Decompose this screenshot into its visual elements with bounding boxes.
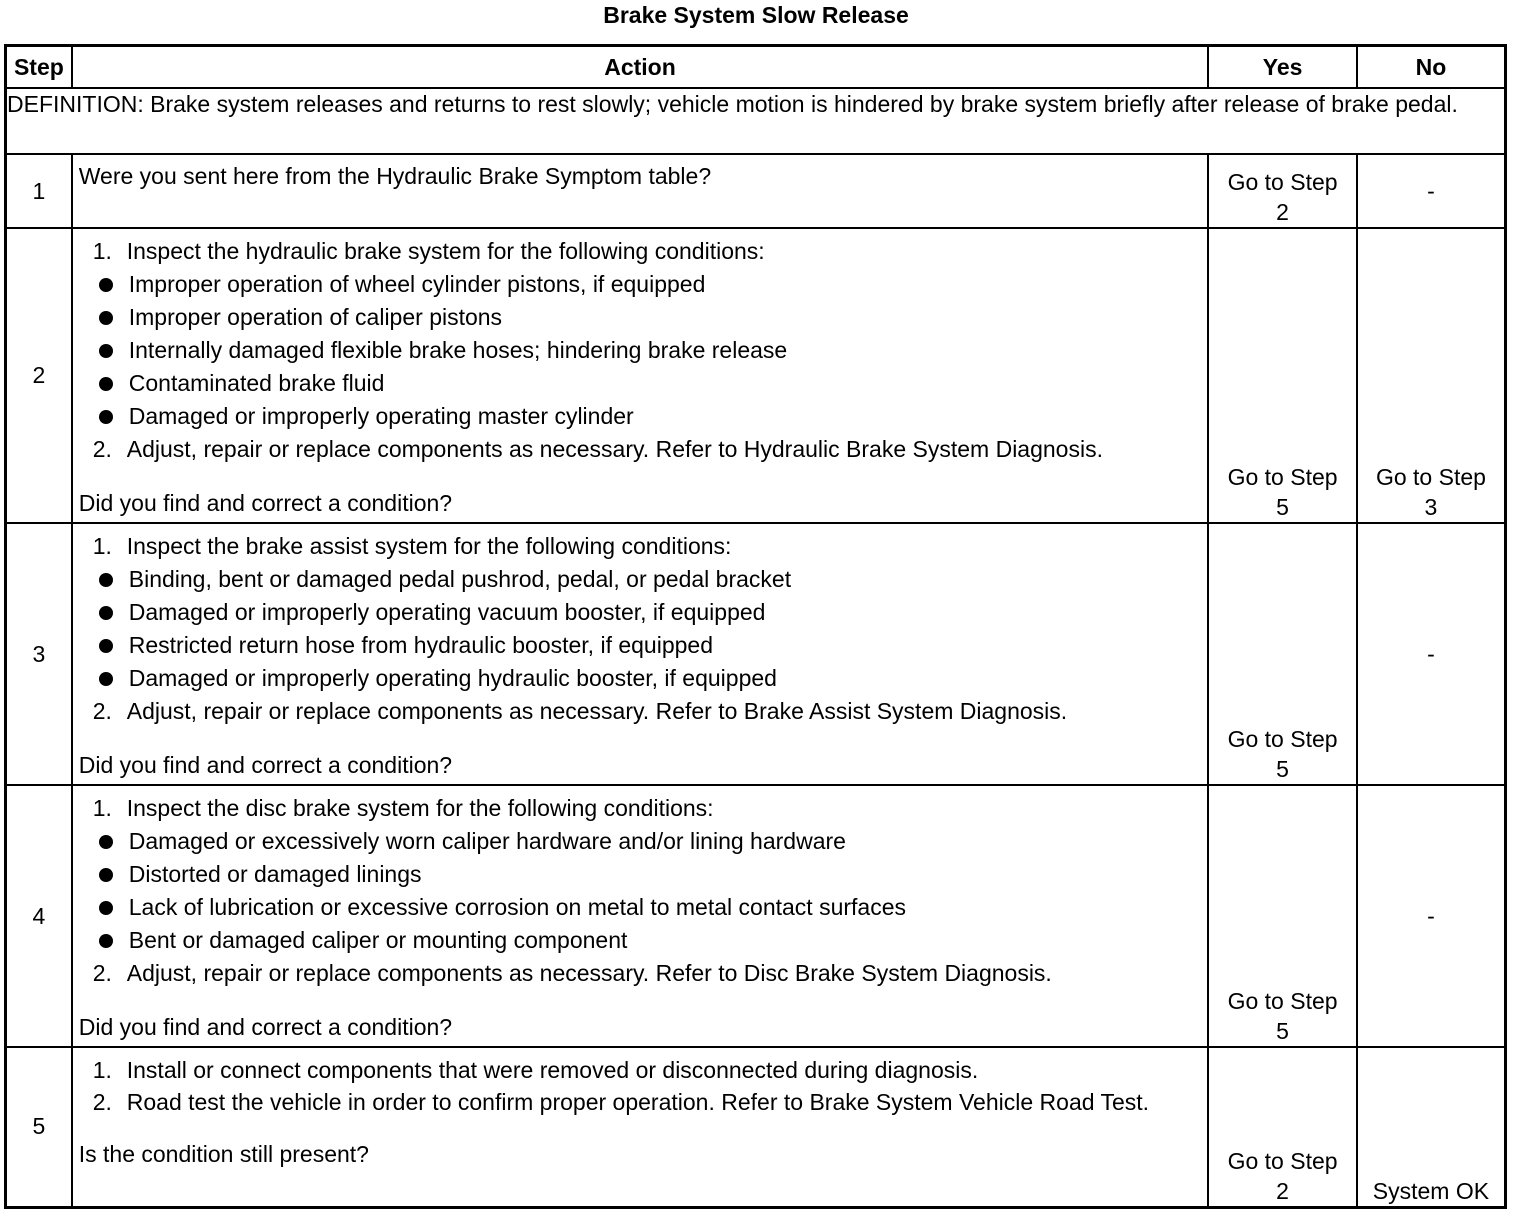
question-text: Did you find and correct a condition? <box>78 1014 453 1040</box>
procedure-list <box>79 235 1202 466</box>
step-number: 2 <box>6 228 72 523</box>
table-row <box>6 523 1506 785</box>
list-item <box>79 1087 1202 1117</box>
list-item-text: Inspect the disc brake system for the following conditions: <box>126 795 714 821</box>
bullet-icon <box>99 901 113 915</box>
yes-cell: Go to Step 5 <box>1208 228 1357 523</box>
condition-item <box>79 367 1202 400</box>
action-cell <box>72 523 1209 785</box>
action-cell <box>72 228 1209 523</box>
list-item-text: Install or connect components that were removed or disconnected during diagnosis. <box>126 1057 979 1083</box>
bullet-icon <box>99 344 113 358</box>
definition-text: DEFINITION: Brake system releases and returns to rest slowly; vehicle motion is hindered by brake system briefly after release of brake pedal. <box>6 88 1506 154</box>
condition-text: Restricted return hose from hydraulic booster, if equipped <box>128 632 714 658</box>
no-cell: - <box>1357 154 1506 228</box>
list-item-text: Road test the vehicle in order to confirm proper operation. Refer to Brake System Vehicle Road Test. <box>126 1089 1150 1115</box>
condition-item <box>79 400 1202 433</box>
condition-item <box>79 858 1202 891</box>
bullet-icon <box>99 410 113 424</box>
step-number: 1 <box>6 154 72 228</box>
list-item-text: Adjust, repair or replace components as necessary. Refer to Brake Assist System Diagnosis. <box>126 698 1068 724</box>
step-number: 3 <box>6 523 72 785</box>
condition-text: Damaged or improperly operating hydraulic booster, if equipped <box>128 665 777 691</box>
question-text: Did you find and correct a condition? <box>78 490 453 516</box>
diagnostic-table <box>4 44 1507 1209</box>
page-title: Brake System Slow Release <box>603 2 909 28</box>
condition-text: Bent or damaged caliper or mounting component <box>128 927 628 953</box>
bullet-icon <box>99 934 113 948</box>
condition-text: Damaged or excessively worn caliper hardware and/or lining hardware <box>128 828 846 854</box>
condition-text: Distorted or damaged linings <box>128 861 422 887</box>
list-item-text: Inspect the hydraulic brake system for the following conditions: <box>126 238 765 264</box>
action-cell <box>72 154 1209 228</box>
list-number: 1. <box>92 533 112 559</box>
list-item <box>79 957 1202 990</box>
header-row <box>6 46 1506 89</box>
list-item <box>79 792 1202 957</box>
table-row <box>6 1047 1506 1207</box>
list-item-text: Adjust, repair or replace components as necessary. Refer to Disc Brake System Diagnosis. <box>126 960 1052 986</box>
condition-item <box>79 563 1202 596</box>
yes-cell: Go to Step 2 <box>1208 154 1357 228</box>
yes-cell: Go to Step 2 <box>1208 1047 1357 1207</box>
definition-row <box>6 88 1506 154</box>
procedure-list <box>79 530 1202 728</box>
bullet-icon <box>99 573 113 587</box>
list-number: 2. <box>92 698 112 724</box>
condition-item <box>79 924 1202 957</box>
list-item <box>79 433 1202 466</box>
action-cell <box>72 785 1209 1047</box>
header-step: Step <box>6 46 72 89</box>
condition-text: Contaminated brake fluid <box>128 370 385 396</box>
header-action: Action <box>72 46 1209 89</box>
condition-text: Internally damaged flexible brake hoses; hindering brake release <box>128 337 788 363</box>
list-number: 1. <box>92 238 112 264</box>
list-item <box>79 695 1202 728</box>
procedure-list <box>79 1054 1202 1117</box>
no-cell: Go to Step 3 <box>1357 228 1506 523</box>
list-item-text: Adjust, repair or replace components as necessary. Refer to Hydraulic Brake System Diagnosis. <box>126 436 1103 462</box>
no-cell: System OK <box>1357 1047 1506 1207</box>
condition-text: Improper operation of caliper pistons <box>128 304 503 330</box>
question-text: Is the condition still present? <box>78 1141 369 1167</box>
list-number: 2. <box>92 960 112 986</box>
yes-cell: Go to Step 5 <box>1208 523 1357 785</box>
bullet-icon <box>99 639 113 653</box>
list-item <box>79 530 1202 695</box>
condition-item <box>79 334 1202 367</box>
no-cell: - <box>1357 785 1506 1047</box>
bullet-icon <box>99 672 113 686</box>
condition-list <box>79 563 1202 695</box>
bullet-icon <box>99 311 113 325</box>
table-row <box>6 154 1506 228</box>
header-no: No <box>1357 46 1506 89</box>
table-row <box>6 785 1506 1047</box>
step-number: 5 <box>6 1047 72 1207</box>
condition-item <box>79 825 1202 858</box>
list-item <box>79 1054 1202 1087</box>
bullet-icon <box>99 606 113 620</box>
step-number: 4 <box>6 785 72 1047</box>
list-item-text: Inspect the brake assist system for the following conditions: <box>126 533 732 559</box>
condition-item <box>79 301 1202 334</box>
condition-list <box>79 825 1202 957</box>
list-number: 2. <box>92 1089 112 1115</box>
condition-item <box>79 596 1202 629</box>
list-item <box>79 235 1202 433</box>
condition-text: Binding, bent or damaged pedal pushrod, pedal, or pedal bracket <box>128 566 792 592</box>
condition-list <box>79 268 1202 433</box>
bullet-icon <box>99 868 113 882</box>
bullet-icon <box>99 278 113 292</box>
table-row <box>6 228 1506 523</box>
condition-text: Damaged or improperly operating vacuum booster, if equipped <box>128 599 766 625</box>
condition-item <box>79 662 1202 695</box>
condition-item <box>79 629 1202 662</box>
question-text: Were you sent here from the Hydraulic Brake Symptom table? <box>78 163 712 189</box>
question-text: Did you find and correct a condition? <box>78 752 453 778</box>
bullet-icon <box>99 377 113 391</box>
list-number: 1. <box>92 1057 112 1083</box>
bullet-icon <box>99 835 113 849</box>
condition-text: Improper operation of wheel cylinder pistons, if equipped <box>128 271 706 297</box>
condition-text: Lack of lubrication or excessive corrosion on metal to metal contact surfaces <box>128 894 906 920</box>
condition-text: Damaged or improperly operating master cylinder <box>128 403 634 429</box>
yes-cell: Go to Step 5 <box>1208 785 1357 1047</box>
no-cell: - <box>1357 523 1506 785</box>
header-yes: Yes <box>1208 46 1357 89</box>
list-number: 2. <box>92 436 112 462</box>
condition-item <box>79 268 1202 301</box>
procedure-list <box>79 792 1202 990</box>
list-number: 1. <box>92 795 112 821</box>
condition-item <box>79 891 1202 924</box>
action-cell <box>72 1047 1209 1207</box>
